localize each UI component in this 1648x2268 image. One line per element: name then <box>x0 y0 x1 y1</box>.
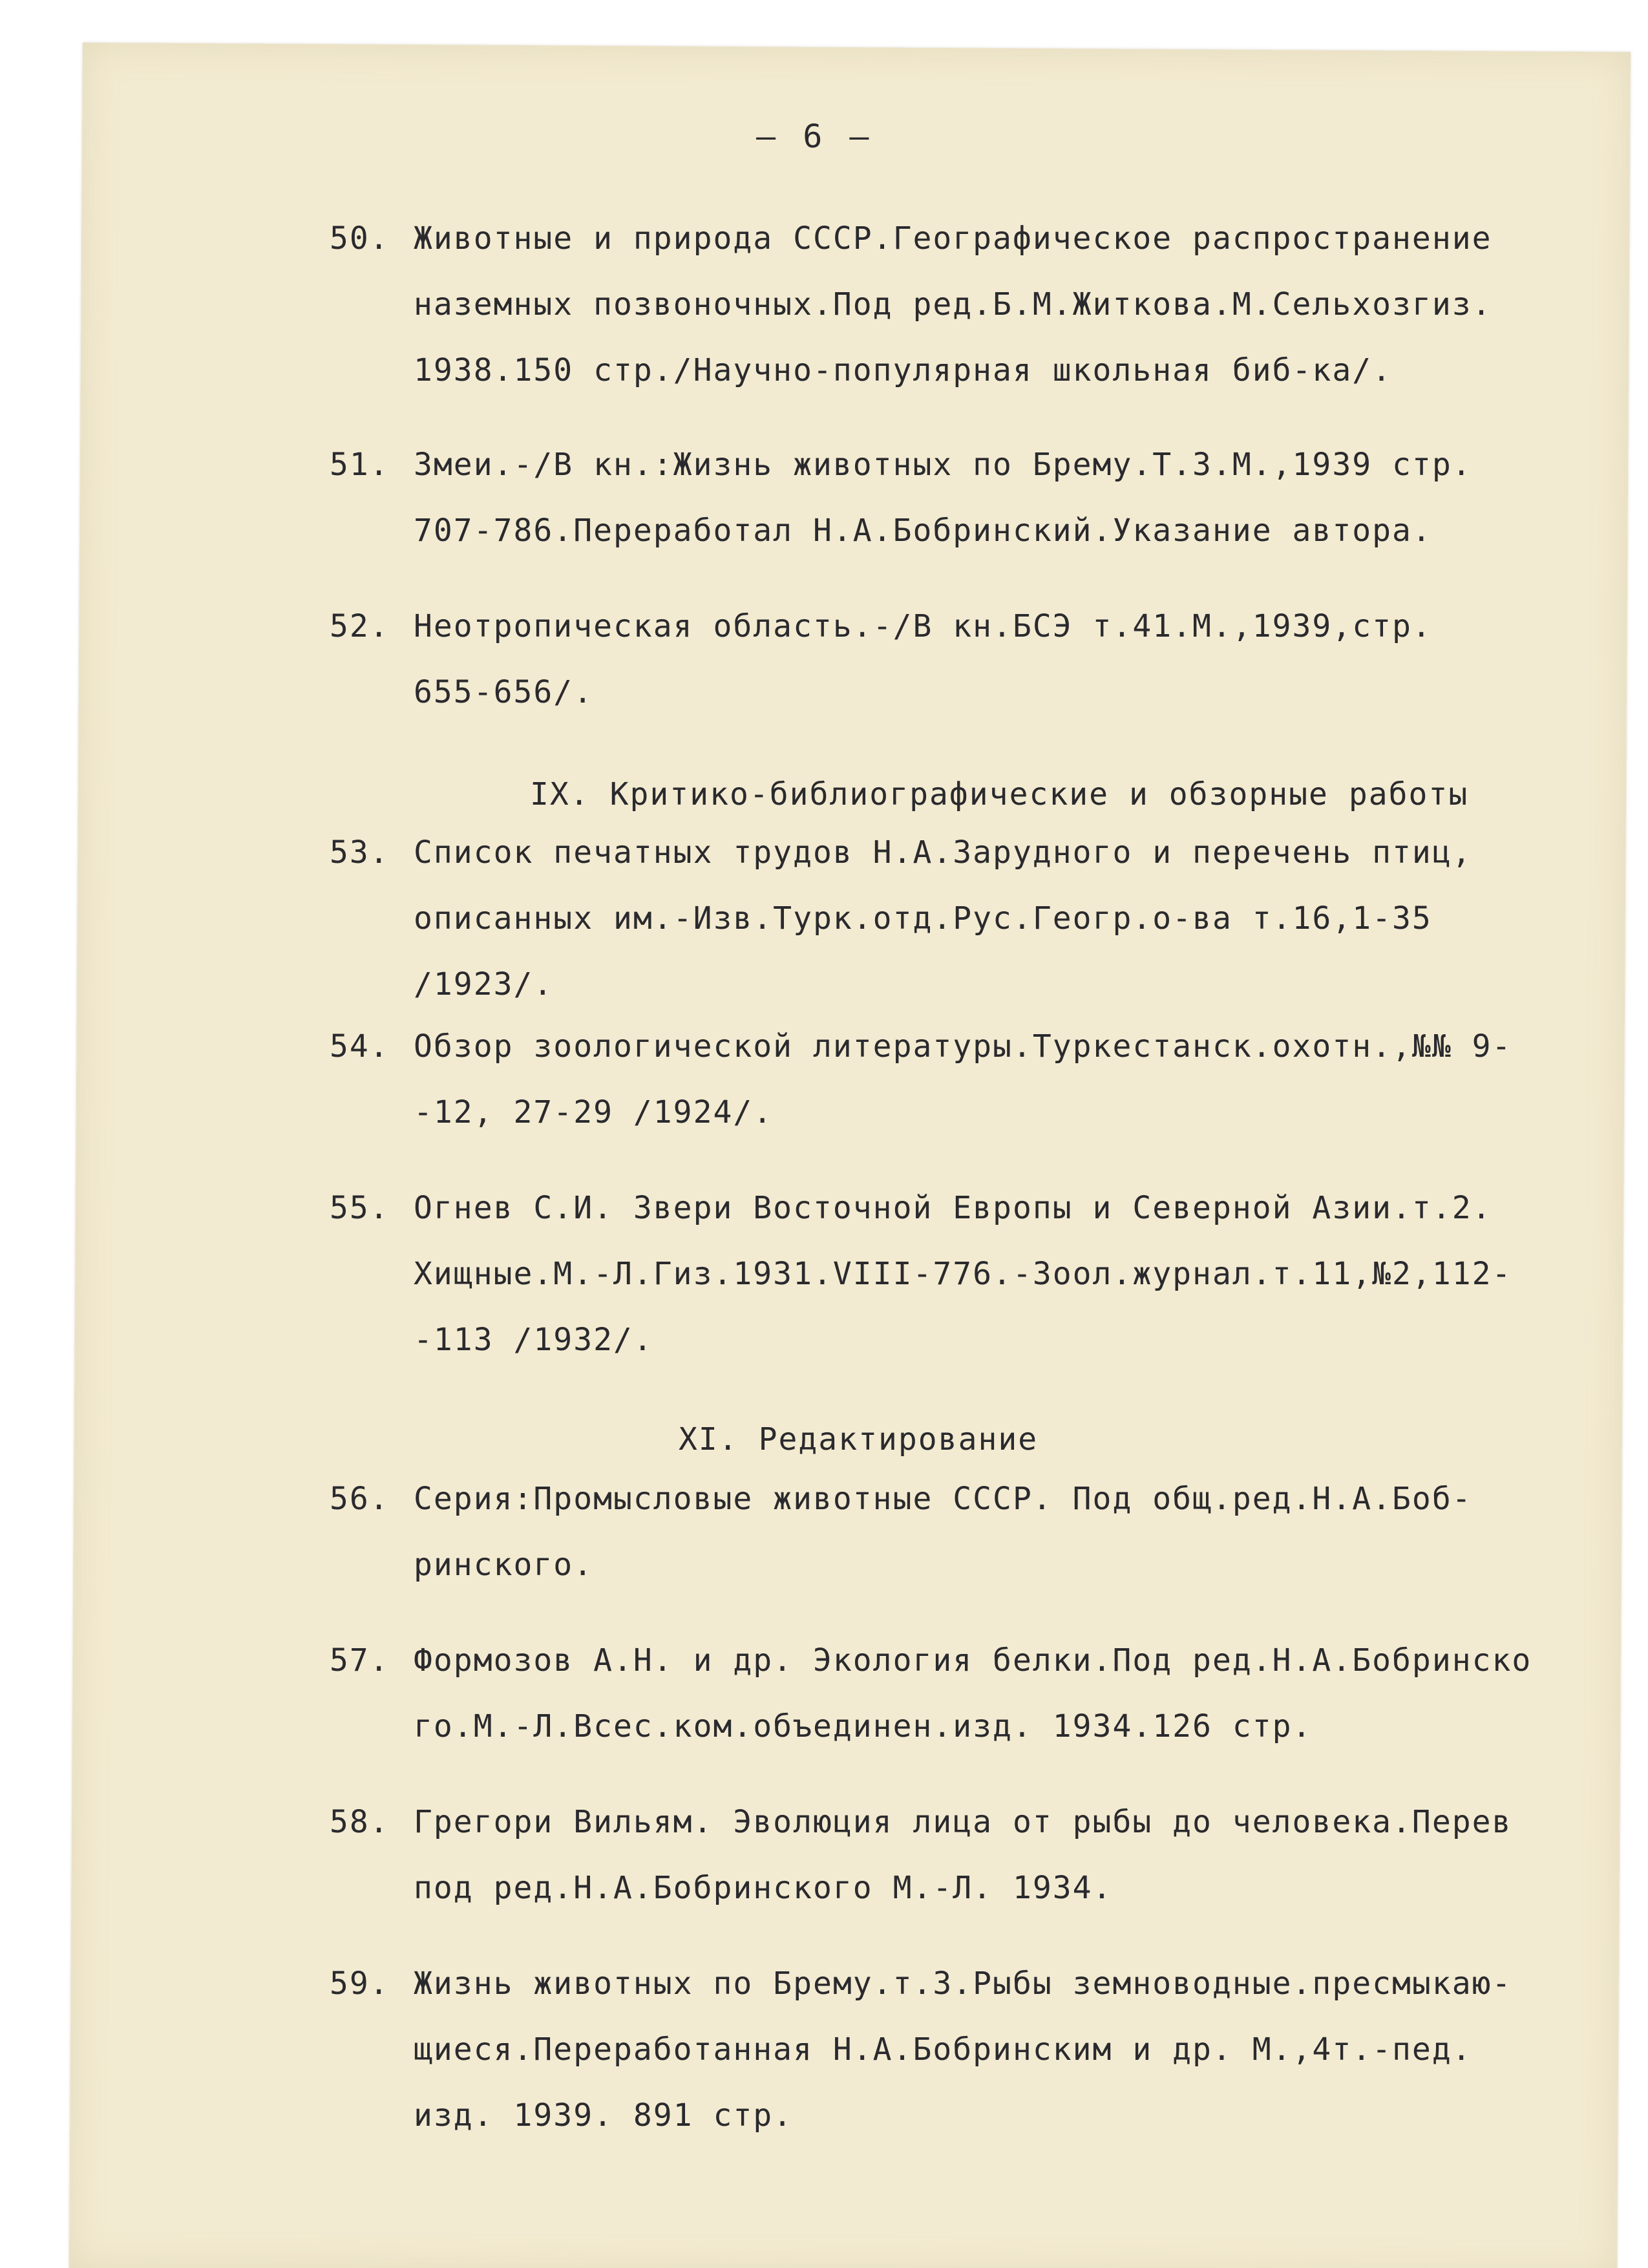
entry-line: 655-656/. <box>414 674 594 710</box>
entry-line: Серия:Промысловые животные СССР. Под общ.ред.Н.А.Боб- <box>414 1481 1472 1517</box>
entry-line: го.М.-Л.Всес.ком.объединен.изд. 1934.126 стр. <box>414 1708 1313 1744</box>
entry-line: описанных им.-Изв.Турк.отд.Рус.Геогр.о-ва т.16,1-35 <box>414 900 1432 937</box>
bibliography-entry-50 <box>330 206 1609 403</box>
entry-number: 56. <box>330 1481 390 1517</box>
entry-line: Обзор зоологической литературы.Туркестанск.охотн.,№№ 9- <box>414 1028 1512 1065</box>
bibliography-entry-54 <box>330 1013 1609 1145</box>
entry-line: ринского. <box>414 1547 594 1583</box>
entry-line: -12, 27-29 /1924/. <box>414 1094 774 1130</box>
entry-line: Змеи.-/В кн.:Жизнь животных по Брему.Т.3.М.,1939 стр. <box>414 447 1472 483</box>
bibliography-entry-57 <box>330 1627 1609 1759</box>
entry-number: 55. <box>330 1190 390 1226</box>
entry-line: Грегори Вильям. Эволюция лица от рыбы до человека.Перев <box>414 1804 1512 1840</box>
bibliography-entry-55 <box>330 1175 1609 1373</box>
entry-number: 53. <box>330 834 390 871</box>
entry-line: Жизнь животных по Брему.т.3.Рыбы земноводные.пресмыкаю- <box>414 1966 1512 2002</box>
entry-line: Огнев С.И. Звери Восточной Европы и Северной Азии.т.2. <box>414 1190 1492 1226</box>
entry-number: 50. <box>330 220 390 257</box>
entry-line: -113 /1932/. <box>414 1322 653 1358</box>
entry-line: Хищные.М.-Л.Гиз.1931.VIII-776.-Зоол.журнал.т.11,№2,112- <box>414 1256 1512 1292</box>
entry-number: 51. <box>330 447 390 483</box>
entry-line: 707-786.Переработал Н.А.Бобринский.Указание автора. <box>414 513 1432 549</box>
entry-line: Неотропическая область.-/В кн.БСЭ т.41.М.,1939,стр. <box>414 608 1432 644</box>
page-number: — 6 — <box>756 118 873 155</box>
section-heading-ix: IX. Критико-библиографические и обзорные работы <box>530 776 1469 812</box>
entry-line: под ред.Н.А.Бобринского М.-Л. 1934. <box>414 1870 1113 1906</box>
entry-line: изд. 1939. 891 стр. <box>414 2097 794 2134</box>
entry-line: 1938.150 стр./Научно-популярная школьная биб-ка/. <box>414 352 1393 388</box>
bibliography-entry-51 <box>330 432 1609 564</box>
entry-line: наземных позвоночных.Под ред.Б.М.Житкова.М.Сельхозгиз. <box>414 286 1492 323</box>
entry-line: Формозов А.Н. и др. Экология белки.Под ред.Н.А.Бобринско <box>414 1642 1532 1679</box>
bibliography-entry-59 <box>330 1951 1609 2148</box>
bibliography-entry-58 <box>330 1789 1609 1921</box>
entry-number: 59. <box>330 1966 390 2002</box>
entry-number: 52. <box>330 608 390 644</box>
entry-line: щиеся.Переработанная Н.А.Бобринским и др. М.,4т.-пед. <box>414 2031 1472 2068</box>
bibliography-entry-52 <box>330 593 1609 725</box>
entry-number: 57. <box>330 1642 390 1679</box>
bibliography-entry-56 <box>330 1466 1609 1598</box>
section-heading-xi: XI. Редактирование <box>679 1421 1039 1457</box>
entry-line: Животные и природа СССР.Географическое распространение <box>414 220 1492 257</box>
entry-number: 54. <box>330 1028 390 1065</box>
entry-line: /1923/. <box>414 966 554 1002</box>
entry-line: Список печатных трудов Н.А.Зарудного и перечень птиц, <box>414 834 1472 871</box>
bibliography-entry-53 <box>330 820 1609 1017</box>
entry-number: 58. <box>330 1804 390 1840</box>
